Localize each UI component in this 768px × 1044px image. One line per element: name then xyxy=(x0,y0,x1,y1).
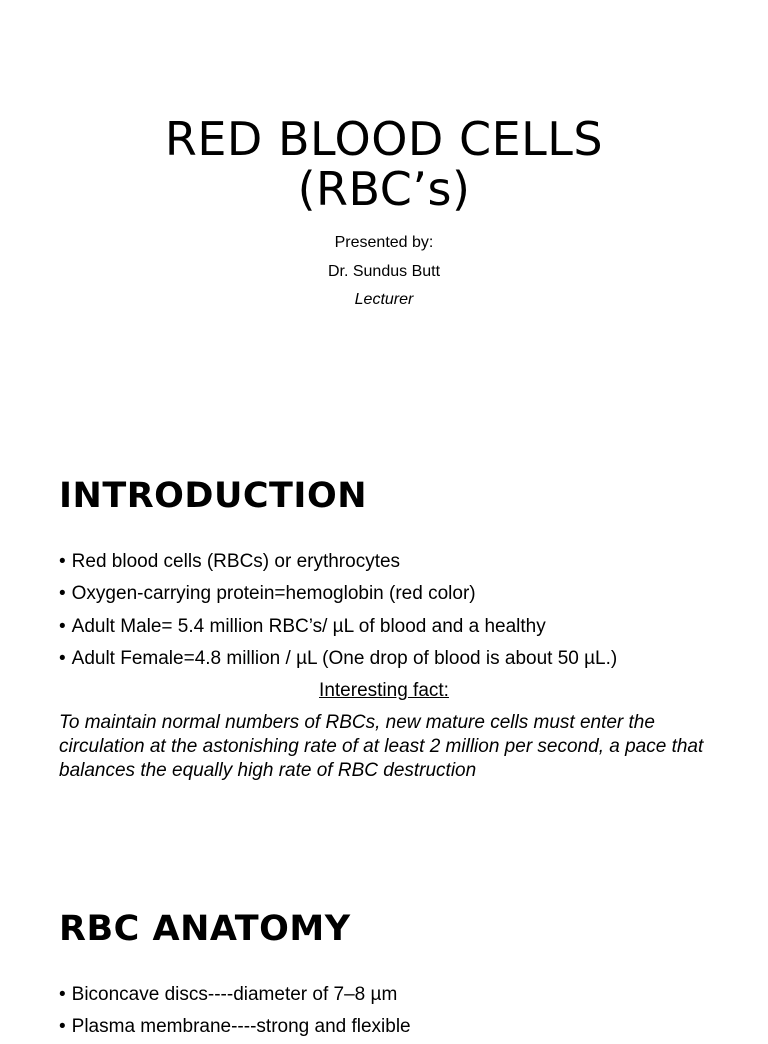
presented-by-label: Presented by: xyxy=(334,234,434,251)
anatomy-bullet-list xyxy=(59,979,411,1044)
slide-title xyxy=(0,114,768,214)
title-line-2: (RBC’s) xyxy=(297,162,471,216)
bullet-item: • Plasma membrane----strong and flexible xyxy=(59,1011,411,1043)
presenter-name: Dr. Sundus Butt xyxy=(327,262,441,280)
bullet-item: • Adult Male= 5.4 million RBC’s/ µL of blood and a healthy xyxy=(59,611,617,643)
interesting-fact-text: To maintain normal numbers of RBCs, new mature cells must enter the circulation at the astonishing rate of at least 2 million per second, a pace that balances the equally high rate of RBC destruction xyxy=(59,712,704,781)
bullet-item: • Red blood cells (RBCs) or erythrocytes xyxy=(59,546,617,578)
bullet-item: • Oxygen-carrying protein=hemoglobin (red color) xyxy=(59,578,617,610)
title-line-1: RED BLOOD CELLS xyxy=(164,112,604,166)
anatomy-heading: RBC ANATOMY xyxy=(59,909,351,949)
introduction-bullet-list xyxy=(59,546,617,675)
bullet-item: • Adult Female=4.8 million / µL (One drop of blood is about 50 µL.) xyxy=(59,643,617,675)
presenter-block xyxy=(0,229,768,315)
bullet-item: • Biconcave discs----diameter of 7–8 µm xyxy=(59,979,411,1011)
interesting-fact-label: Interesting fact: xyxy=(319,680,449,701)
presenter-role: Lecturer xyxy=(354,291,414,308)
introduction-heading: INTRODUCTION xyxy=(59,476,367,516)
